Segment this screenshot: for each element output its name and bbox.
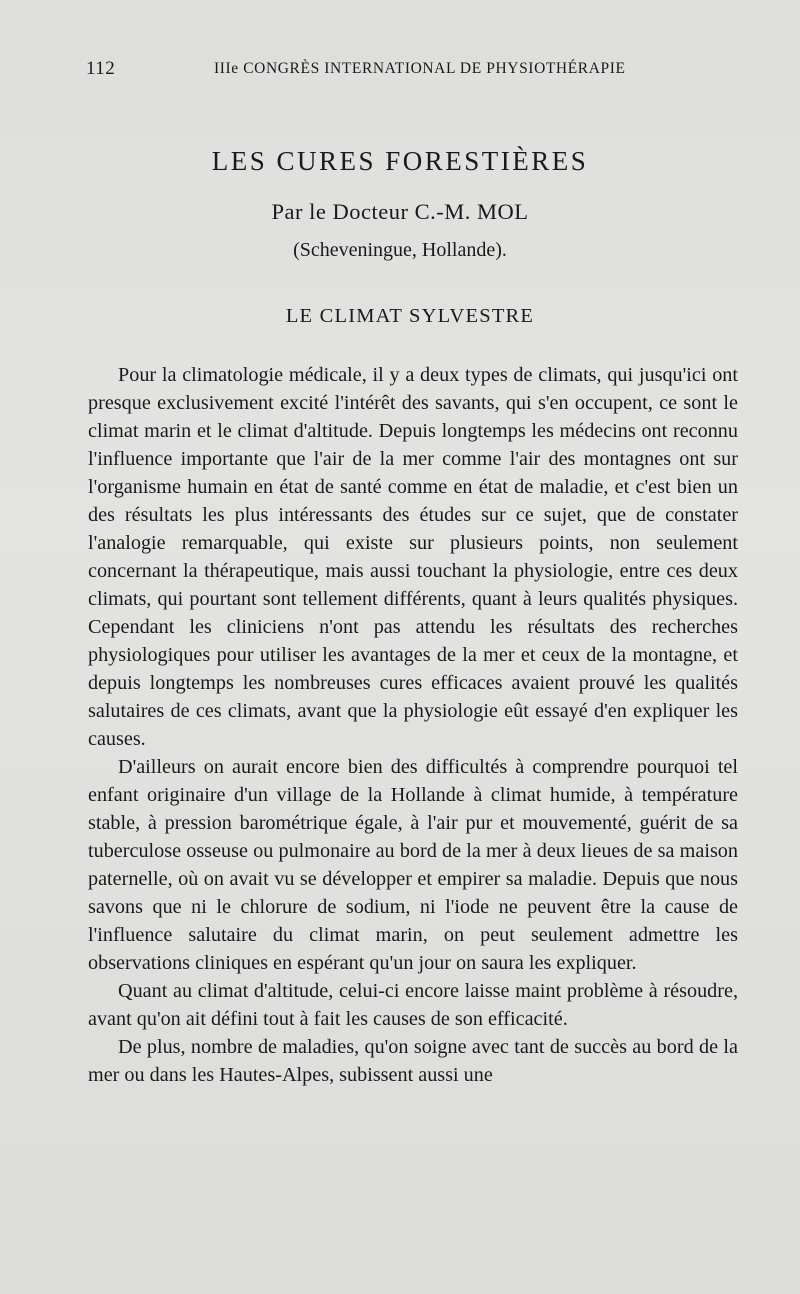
article-title: LES CURES FORESTIÈRES <box>211 146 589 176</box>
page-number: 112 <box>86 58 116 79</box>
paragraph: De plus, nombre de maladies, qu'on soigne avec tant de succès au bord de la mer ou dans les Hautes-Alpes, subissent aussi une <box>88 1036 738 1086</box>
journal-title: IIIe CONGRÈS INTERNATIONAL DE PHYSIOTHÉRAPIE <box>214 60 626 77</box>
running-head <box>86 58 746 82</box>
section-heading: LE CLIMAT SYLVESTRE <box>285 305 535 327</box>
paragraph: Quant au climat d'altitude, celui-ci encore laisse maint problème à résoudre, avant qu'on ait défini tout à fait les causes de son efficacité. <box>88 980 738 1030</box>
paragraph: D'ailleurs on aurait encore bien des difficultés à comprendre pourquoi tel enfant originaire d'un village de la Hollande à climat humide, à température stable, à pression barométrique égale, à l'air pur et mouvementé, guérit de sa tuberculose osseuse ou pulmonaire au bord de la mer à deux lieues de sa maison paternelle, où on avait vu se développer et empirer sa maladie. Depuis que nous savons que ni le chlorure de sodium, ni l'iode ne peuvent être la cause de l'influence salutaire du climat marin, on peut seulement admettre les observations cliniques en espérant qu'un jour on saura les expliquer. <box>88 756 738 974</box>
body-text <box>88 361 738 1089</box>
author-affiliation: (Scheveningue, Hollande). <box>293 239 507 261</box>
paragraph: Pour la climatologie médicale, il y a deux types de climats, qui jusqu'ici ont presque exclusivement excité l'intérêt des savants, qui s'en occupent, ce sont le climat marin et le climat d'altitude. Depuis longtemps les médecins ont reconnu l'influence importante que l'air de la mer comme l'air des montagnes ont sur l'organisme humain en état de santé comme en état de maladie, et c'est bien un des résultats les plus intéressants des études sur ce sujet, que de constater l'analogie remarquable, qui existe sur plusieurs points, non seulement concernant la thérapeutique, mais aussi touchant la physiologie, entre ces deux climats, qui pourtant sont tellement différents, quant à leurs qualités physiques. Cependant les cliniciens n'ont pas attendu les résultats des recherches physiologiques pour utiliser les avantages de la mer et ceux de la montagne, et depuis longtemps les nombreuses cures efficaces avaient prouvé les qualités salutaires de ces climats, avant que la physiologie eût essayé d'en expliquer les causes. <box>88 364 738 750</box>
author-byline: Par le Docteur C.-M. MOL <box>271 199 529 224</box>
